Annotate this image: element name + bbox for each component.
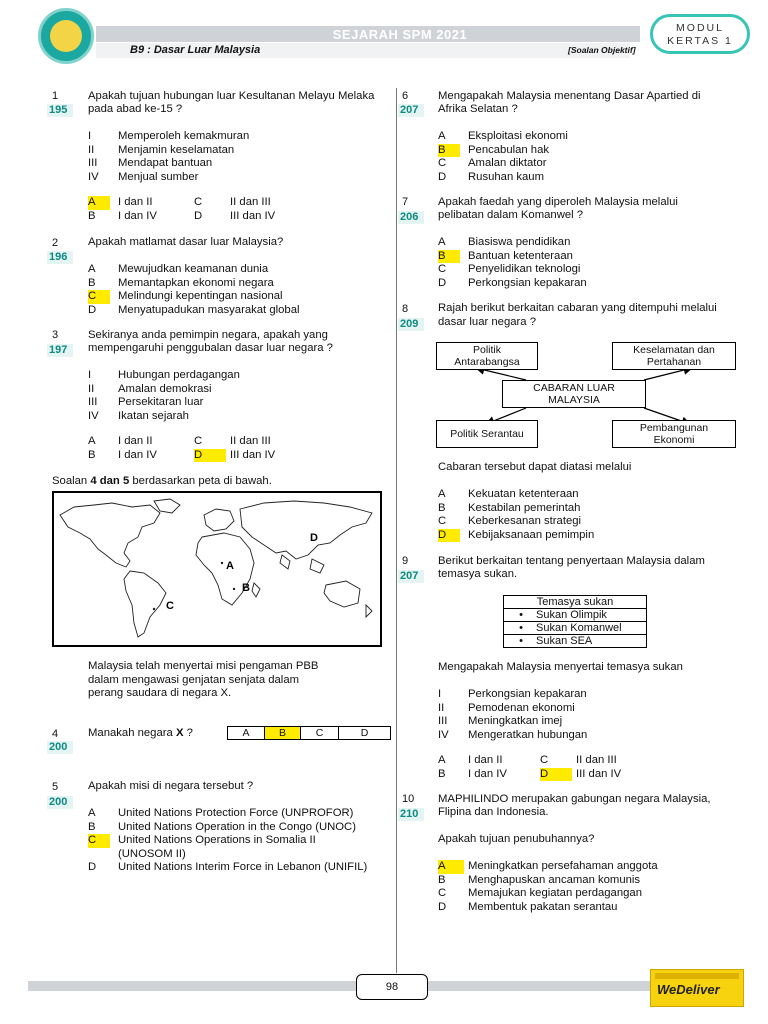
table-row: • Sukan SEA — [504, 635, 647, 648]
wedeliver-logo: WeDeliver — [650, 969, 744, 1007]
q6-number: 6 — [402, 90, 409, 102]
q5-page-ref: 200 — [47, 796, 73, 809]
q8-after-text: Cabaran tersebut dapat diatasi melalui — [438, 461, 632, 473]
diagram-box-pembangunan: Pembangunan Ekonomi — [612, 420, 736, 448]
q8-number: 8 — [402, 303, 409, 315]
q5-options: A United Nations Protection Force (UNPROFOR) B United Nations Operation in the Congo (UNOC) C United Nations Operations in Somalia II (UNOSOM II) D United Nations Interim Force in Lebanon (UNIFIL) — [88, 807, 368, 873]
table-row: • Sukan Komanwel — [504, 622, 647, 635]
map-label-c: C — [166, 600, 174, 612]
q6-page-ref: 207 — [398, 104, 424, 117]
q1-stem-line1: Apakah tujuan hubungan luar Kesultanan Melayu Melaka — [88, 90, 375, 102]
diagram-box-politik-antarabangsa: Politik Antarabangsa — [436, 342, 538, 370]
q10-number: 10 — [402, 793, 415, 805]
q10-options: A Meningkatkan persefahaman anggota B Menghapuskan ancaman komunis C Memajukan kegiatan perdagangan D Membentuk pakatan serantau — [438, 860, 658, 913]
q1-stem-line2: pada abad ke-15 ? — [88, 103, 183, 115]
crest-icon — [50, 20, 82, 52]
diagram-center-box: CABARAN LUAR MALAYSIA — [502, 380, 646, 408]
topic-title: B9 : Dasar Luar Malaysia — [130, 44, 261, 56]
q9-stem-line2: temasya sukan. — [438, 568, 518, 580]
modul-badge — [650, 14, 750, 54]
q4-number: 4 — [52, 728, 59, 740]
q9-stem-line1: Berikut berkaitan tentang penyertaan Malaysia dalam — [438, 555, 705, 567]
world-map — [52, 491, 382, 647]
q8-stem-line1: Rajah berikut berkaitan cabaran yang ditempuhi melalui — [438, 302, 717, 314]
section-label: [Soalan Objektif] — [568, 45, 636, 55]
q7-number: 7 — [402, 196, 409, 208]
column-divider — [396, 88, 397, 973]
map-label-a: A — [226, 560, 234, 572]
q1-item: III Mendapat bantuan — [88, 157, 213, 169]
q3-options: A I dan II C II dan III B I dan IV D III dan IV — [88, 435, 276, 461]
diagram-box-keselamatan: Keselamatan dan Pertahanan — [612, 342, 736, 370]
q4-stem: Manakah negara X ? — [88, 727, 193, 739]
q3-number: 3 — [52, 329, 59, 341]
q6-options: A Eksploitasi ekonomi B Pencabulan hak C Amalan diktator D Rusuhan kaum — [438, 130, 568, 183]
q4-box-a: A — [227, 726, 265, 740]
q2-stem: Apakah matlamat dasar luar Malaysia? — [88, 236, 284, 248]
table-row: • Sukan Olimpik — [504, 609, 647, 622]
q7-stem-line1: Apakah faedah yang diperoleh Malaysia melalui — [438, 196, 678, 208]
q2-page-ref: 196 — [47, 251, 73, 264]
modul-line2: KERTAS 1 — [667, 35, 733, 47]
q8-page-ref: 209 — [398, 318, 424, 331]
q5-stem: Apakah misi di negara tersebut ? — [88, 780, 254, 792]
q1-item: IV Menjual sumber — [88, 170, 199, 183]
q1-number: 1 — [52, 90, 59, 102]
q9-items: I Perkongsian kepakaran II Pemodenan ekonomi III Meningkatkan imej IV Mengeratkan hubungan — [438, 688, 588, 741]
q3-page-ref: 197 — [47, 344, 73, 357]
map-label-b: B — [242, 582, 250, 594]
q1-items — [88, 130, 249, 184]
q9-number: 9 — [402, 555, 409, 567]
page-number: 98 — [356, 974, 428, 1000]
map-label-d: D — [310, 532, 318, 544]
q4-box-d: D — [339, 726, 391, 740]
q9-question: Mengapakah Malaysia menyertai temasya sukan — [438, 661, 683, 673]
q1-item: II Menjamin keselamatan — [88, 143, 235, 156]
q8-options: A Kekuatan ketenteraan B Kestabilan pemerintah C Keberkesanan strategi D Kebijaksanaan pemimpin — [438, 488, 595, 541]
q3-items: I Hubungan perdagangan II Amalan demokrasi III Persekitaran luar IV Ikatan sejarah — [88, 369, 240, 422]
world-map-drawing — [54, 493, 380, 645]
q6-stem-line1: Mengapakah Malaysia menentang Dasar Apartied di — [438, 90, 701, 102]
q10-stem-line1: MAPHILINDO merupakan gabungan negara Malaysia, — [438, 793, 711, 805]
q7-stem-line2: pelibatan dalam Komanwel ? — [438, 209, 584, 221]
diagram-box-politik-serantau: Politik Serantau — [436, 420, 538, 448]
q4-answer-boxes — [227, 726, 391, 740]
q2-options: A Mewujudkan keamanan dunia B Memantapkan ekonomi negara C Melindungi kepentingan nasional D Menyatupadukan masyarakat global — [88, 263, 300, 316]
q3-stem-line2: mempengaruhi penggubalan dasar luar negara ? — [88, 342, 333, 354]
q10-question: Apakah tujuan penubuhannya? — [438, 833, 595, 845]
q8-stem-line2: dasar luar negara ? — [438, 316, 536, 328]
q9-page-ref: 207 — [398, 570, 424, 583]
q4-box-c: C — [301, 726, 339, 740]
map-intro: Soalan 4 dan 5 berdasarkan peta di bawah. — [52, 475, 272, 487]
q6-stem-line2: Afrika Selatan ? — [438, 103, 518, 115]
q4-page-ref: 200 — [47, 741, 73, 754]
q1-page-ref: 195 — [47, 104, 73, 117]
q9-options: A I dan II C II dan III B I dan IV D III dan IV — [438, 754, 622, 780]
q3-stem-line1: Sekiranya anda pemimpin negara, apakah yang — [88, 329, 328, 341]
q9-table — [503, 595, 647, 648]
q2-number: 2 — [52, 237, 59, 249]
q4-box-b: B — [265, 726, 301, 740]
q1-options: A I dan II C II dan III B I dan IV D III dan IV — [88, 196, 276, 222]
q7-page-ref: 206 — [398, 211, 424, 224]
q7-options: A Biasiswa pendidikan B Bantuan ketenteraan C Penyelidikan teknologi D Perkongsian kepakaran — [438, 236, 587, 289]
header-title: SEJARAH SPM 2021 — [332, 27, 468, 42]
q9-table-head: Temasya sukan — [504, 596, 647, 609]
modul-line1: MODUL — [676, 22, 724, 34]
q5-number: 5 — [52, 781, 59, 793]
q1-item: I Memperoleh kemakmuran — [88, 130, 250, 142]
map-passage: Malaysia telah menyertai misi pengaman PBB dalam mengawasi genjatan senjata dalam perang saudara di negara X. — [88, 660, 319, 699]
q10-stem-line2: Flipina dan Indonesia. — [438, 806, 549, 818]
q10-page-ref: 210 — [398, 808, 424, 821]
